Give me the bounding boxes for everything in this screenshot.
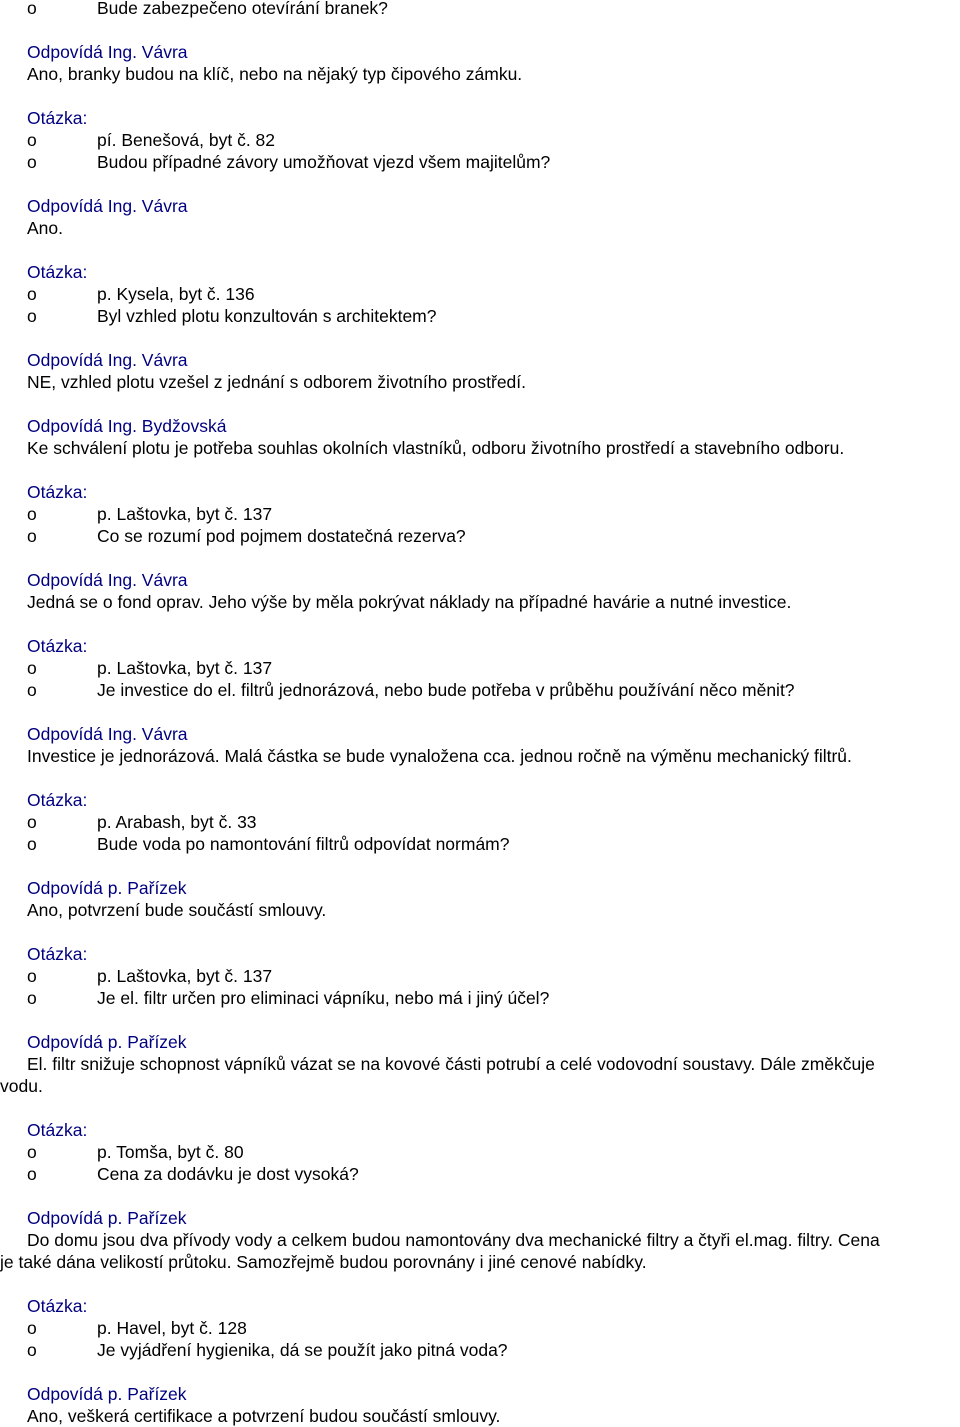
answer-text-continued: je také dána velikostí průtoku. Samozřejmě budou porovnány i jiné cenové nabídky. xyxy=(0,1252,647,1272)
question-label: Otázka: xyxy=(27,636,88,656)
answer-text: Ano. xyxy=(27,218,63,238)
answer-text: Ke schválení plotu je potřeba souhlas okolních vlastníků, odboru životního prostředí a stavebního odboru. xyxy=(27,438,845,458)
answer-text: Ano, veškerá certifikace a potvrzení budou součástí smlouvy. xyxy=(27,1406,501,1426)
bullet-marker: o xyxy=(27,680,37,700)
bullet-marker: o xyxy=(27,988,37,1008)
question-label: Otázka: xyxy=(27,108,88,128)
bullet-marker: o xyxy=(27,306,37,326)
asker-name: p. Tomša, byt č. 80 xyxy=(97,1142,244,1162)
question-label: Otázka: xyxy=(27,262,88,282)
answer-text: Ano, potvrzení bude součástí smlouvy. xyxy=(27,900,327,920)
answer-text: Jedná se o fond oprav. Jeho výše by měla pokrývat náklady na případné havárie a nutné investice. xyxy=(27,592,792,612)
bullet-marker: o xyxy=(27,812,37,832)
bullet-marker: o xyxy=(27,0,37,18)
bullet-marker: o xyxy=(27,504,37,524)
answer-label: Odpovídá p. Pařízek xyxy=(27,1208,187,1228)
question-text: Co se rozumí pod pojmem dostatečná rezerva? xyxy=(97,526,466,546)
asker-name: p. Laštovka, byt č. 137 xyxy=(97,966,273,986)
answer-text: El. filtr snižuje schopnost vápníků vázat se na kovové části potrubí a celé vodovodní soustavy. Dále změkčuje xyxy=(27,1054,875,1074)
question-text: Je el. filtr určen pro eliminaci vápníku, nebo má i jiný účel? xyxy=(97,988,550,1008)
answer-text: Ano, branky budou na klíč, nebo na nějaký typ čipového zámku. xyxy=(27,64,523,84)
bullet-marker: o xyxy=(27,966,37,986)
answer-text: Do domu jsou dva přívody vody a celkem budou namontovány dva mechanické filtry a čtyři el.mag. filtry. Cena xyxy=(27,1230,880,1250)
answer-label: Odpovídá Ing. Vávra xyxy=(27,724,188,744)
question-label: Otázka: xyxy=(27,790,88,810)
answer-text-continued: vodu. xyxy=(0,1076,43,1096)
bullet-marker: o xyxy=(27,130,37,150)
asker-name: p. Laštovka, byt č. 137 xyxy=(97,658,273,678)
bullet-marker: o xyxy=(27,152,37,172)
bullet-marker: o xyxy=(27,834,37,854)
answer-paragraph xyxy=(0,1229,960,1273)
asker-name: p. Havel, byt č. 128 xyxy=(97,1318,247,1338)
bullet-marker: o xyxy=(27,1164,37,1184)
question-label: Otázka: xyxy=(27,1120,88,1140)
question-label: Otázka: xyxy=(27,1296,88,1316)
bullet-marker: o xyxy=(27,658,37,678)
asker-name: p. Laštovka, byt č. 137 xyxy=(97,504,273,524)
question-text: Budou případné závory umožňovat vjezd všem majitelům? xyxy=(97,152,551,172)
asker-name: p. Arabash, byt č. 33 xyxy=(97,812,257,832)
bullet-marker: o xyxy=(27,1318,37,1338)
bullet-marker: o xyxy=(27,284,37,304)
question-text: Je vyjádření hygienika, dá se použít jako pitná voda? xyxy=(97,1340,508,1360)
answer-label: Odpovídá p. Pařízek xyxy=(27,1384,187,1404)
question-text: Bude voda po namontování filtrů odpovídat normám? xyxy=(97,834,510,854)
question-label: Otázka: xyxy=(27,944,88,964)
answer-label: Odpovídá Ing. Vávra xyxy=(27,196,188,216)
answer-label: Odpovídá Ing. Vávra xyxy=(27,42,188,62)
answer-paragraph xyxy=(0,1053,960,1097)
question-text: Byl vzhled plotu konzultován s architektem? xyxy=(97,306,437,326)
asker-name: pí. Benešová, byt č. 82 xyxy=(97,130,276,150)
answer-label: Odpovídá p. Pařízek xyxy=(27,1032,187,1052)
bullet-marker: o xyxy=(27,1340,37,1360)
question-text: Bude zabezpečeno otevírání branek? xyxy=(97,0,388,18)
answer-text: Investice je jednorázová. Malá částka se bude vynaložena cca. jednou ročně na výměnu mechanický filtrů. xyxy=(27,746,852,766)
answer-label: Odpovídá p. Pařízek xyxy=(27,878,187,898)
answer-label: Odpovídá Ing. Bydžovská xyxy=(27,416,227,436)
bullet-marker: o xyxy=(27,1142,37,1162)
question-text: Je investice do el. filtrů jednorázová, nebo bude potřeba v průběhu používání něco měnit? xyxy=(97,680,795,700)
question-label: Otázka: xyxy=(27,482,88,502)
answer-label: Odpovídá Ing. Vávra xyxy=(27,570,188,590)
answer-text: NE, vzhled plotu vzešel z jednání s odborem životního prostředí. xyxy=(27,372,527,392)
bullet-marker: o xyxy=(27,526,37,546)
question-text: Cena za dodávku je dost vysoká? xyxy=(97,1164,359,1184)
asker-name: p. Kysela, byt č. 136 xyxy=(97,284,255,304)
answer-label: Odpovídá Ing. Vávra xyxy=(27,350,188,370)
